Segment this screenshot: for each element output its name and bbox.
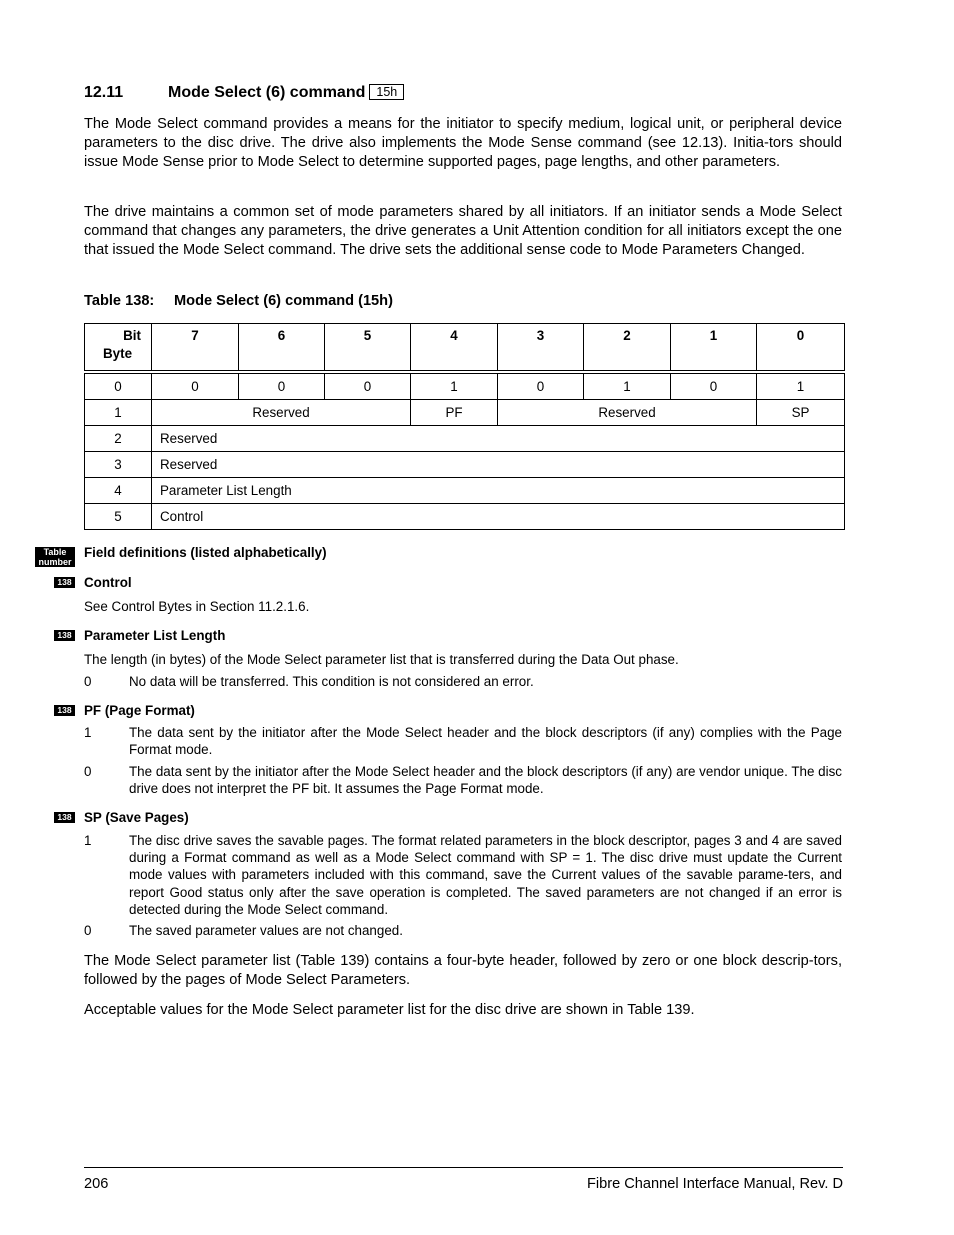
bit-value: 0 — [671, 372, 757, 400]
table-ref-tag: 138 — [54, 577, 75, 588]
item-text: The data sent by the initiator after the Mode Select header and the block descriptors (if any) are vendor unique. The disc drive does not interpret the PF bit. It assumes the Page Format mode. — [129, 764, 842, 797]
byte-label: Byte — [103, 346, 133, 361]
reserved-cell: Reserved — [152, 452, 845, 478]
table-caption — [84, 293, 393, 309]
document-title: Fibre Channel Interface Manual, Rev. D — [586, 1176, 843, 1192]
list-item — [84, 724, 842, 758]
item-key: 0 — [84, 764, 92, 779]
bit-value: 1 — [411, 372, 498, 400]
field-definitions-heading: Field definitions (listed alphabetically) — [84, 545, 327, 560]
control-cell: Control — [152, 504, 845, 530]
item-text: The disc drive saves the savable pages. The format related parameters in the block descriptor, pages 3 and 4 are saved during a Format command as well as a Mode Select command with SP = 1. The disc drive must update the Current mode values with parameters included with this command, save the Current values of the savable parame-ters, and report Good status only after the save operation is completed. The saved parameters are not changed if an error is detected during the Mode Select command. — [129, 833, 842, 917]
table-ref-tag: 138 — [54, 705, 75, 716]
item-text: No data will be transferred. This condition is not considered an error. — [129, 674, 534, 689]
param-list-length-field-title: Parameter List Length — [84, 628, 226, 643]
list-item — [84, 922, 842, 939]
table-number-tag — [35, 547, 75, 567]
bit-label: Bit — [123, 328, 141, 343]
sp-field-title: SP (Save Pages) — [84, 810, 189, 825]
page-number: 206 — [84, 1176, 109, 1192]
item-key: 0 — [84, 674, 92, 689]
bit-value: 0 — [325, 372, 411, 400]
table-header-row — [85, 324, 845, 373]
bit-header: 3 — [498, 324, 584, 373]
table-row — [85, 452, 845, 478]
byte-number: 2 — [85, 426, 152, 452]
parameter-list-length-cell: Parameter List Length — [152, 478, 845, 504]
table-row — [85, 504, 845, 530]
section-heading — [84, 84, 404, 102]
bit-byte-header — [85, 324, 152, 373]
bit-header: 5 — [325, 324, 411, 373]
common-parameters-paragraph: The drive maintains a common set of mode parameters shared by all initiators. If an initiator sends a Mode Select command that changes any parameters, the drive generates a Unit Attention condition for all initiators except the one that issued the Mode Select command. The drive sets the additional sense code to Mode Parameters Changed. — [84, 204, 842, 258]
item-key: 0 — [84, 923, 92, 938]
section-title: Mode Select (6) command — [168, 84, 366, 101]
byte-number: 3 — [85, 452, 152, 478]
bit-header: 1 — [671, 324, 757, 373]
item-text: The data sent by the initiator after the Mode Select header and the block descriptors (if any) complies with the Page Format mode. — [129, 725, 842, 758]
bit-value: 1 — [584, 372, 671, 400]
mode-select-command-table — [84, 323, 845, 530]
list-item — [84, 673, 842, 690]
table-ref-tag: 138 — [54, 630, 75, 641]
table-row — [85, 426, 845, 452]
reserved-cell: Reserved — [498, 400, 757, 426]
bit-header: 0 — [757, 324, 845, 373]
list-item — [84, 763, 842, 797]
table-row — [85, 372, 845, 400]
param-list-length-field-text: The length (in bytes) of the Mode Select parameter list that is transferred during the Data Out phase. — [84, 652, 679, 667]
item-key: 1 — [84, 725, 92, 740]
pf-cell: PF — [411, 400, 498, 426]
bit-header: 2 — [584, 324, 671, 373]
reserved-cell: Reserved — [152, 426, 845, 452]
table-ref-tag: 138 — [54, 812, 75, 823]
table-caption-number: Table 138: — [84, 293, 155, 309]
bit-header: 7 — [152, 324, 239, 373]
footer-rule — [84, 1167, 843, 1168]
byte-number: 1 — [85, 400, 152, 426]
pf-field-title: PF (Page Format) — [84, 703, 195, 718]
control-field-title: Control — [84, 575, 132, 590]
parameter-list-paragraph: The Mode Select parameter list (Table 139) contains a four-byte header, followed by zero or one block descrip-tors, followed by the pages of Mode Select Parameters. — [84, 953, 842, 988]
section-number: 12.11 — [84, 84, 124, 101]
item-text: The saved parameter values are not changed. — [129, 923, 403, 938]
intro-paragraph: The Mode Select command provides a means for the initiator to specify medium, logical unit, or peripheral device parameters to the disc drive. The drive also implements the Mode Sense command (see 12.13). Initia-tors should issue Mode Sense prior to Mode Select to determine supported pages, page lengths, and other parameters. — [84, 116, 842, 170]
byte-number: 4 — [85, 478, 152, 504]
opcode-box: 15h — [369, 84, 404, 100]
table-row — [85, 400, 845, 426]
bit-value: 0 — [239, 372, 325, 400]
bit-value: 1 — [757, 372, 845, 400]
control-field-text: See Control Bytes in Section 11.2.1.6. — [84, 599, 310, 614]
bit-header: 6 — [239, 324, 325, 373]
item-key: 1 — [84, 833, 92, 848]
tag-line: Table — [43, 547, 67, 557]
bit-header: 4 — [411, 324, 498, 373]
bit-value: 0 — [498, 372, 584, 400]
table-caption-title: Mode Select (6) command (15h) — [174, 293, 393, 309]
acceptable-values-paragraph: Acceptable values for the Mode Select parameter list for the disc drive are shown in Table 139. — [84, 1002, 695, 1018]
tag-line: number — [38, 557, 72, 567]
list-item — [84, 832, 842, 918]
sp-cell: SP — [757, 400, 845, 426]
table-row — [85, 478, 845, 504]
reserved-cell: Reserved — [152, 400, 411, 426]
byte-number: 0 — [85, 372, 152, 400]
byte-number: 5 — [85, 504, 152, 530]
bit-value: 0 — [152, 372, 239, 400]
